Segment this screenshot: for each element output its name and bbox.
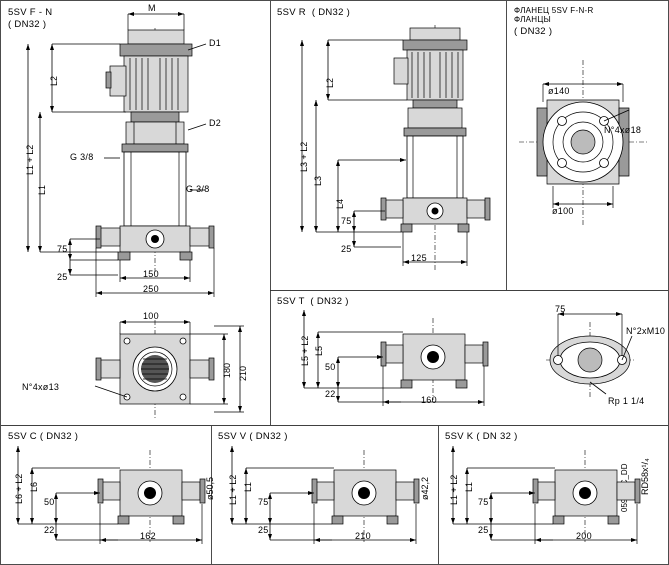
dim-t-22: 22 xyxy=(325,389,336,399)
dim-k-L1L2: L1 + L2 xyxy=(449,474,459,505)
panel-title-fn-line2: ( DN32 ) xyxy=(8,19,47,30)
dim-t-50: 50 xyxy=(325,362,336,372)
label-flange-holes: N°4xø18 xyxy=(604,125,642,135)
dim-fn-180: 180 xyxy=(222,362,232,378)
label-fn-g38-upper: G 3/8 xyxy=(70,152,94,162)
dim-c-22: 22 xyxy=(44,525,55,535)
dim-r-L4: L4 xyxy=(335,198,345,209)
dim-r-L2: L2 xyxy=(325,77,335,88)
panel-title-fn-line1: 5SV F - N xyxy=(8,7,53,18)
dim-k-L1: L1 xyxy=(464,481,474,492)
dim-v-L1: L1 xyxy=(243,481,253,492)
dim-c-162: 162 xyxy=(140,531,156,541)
drawing-k xyxy=(439,426,669,565)
dim-fn-25: 25 xyxy=(57,272,68,282)
dim-fn-L1: L1 xyxy=(37,184,47,195)
dim-fn-L2: L2 xyxy=(49,75,59,86)
panel-title-flange-line1: ФЛАНЕЦ 5SV F-N-R xyxy=(514,6,594,15)
label-t-threads: N°2xM10 xyxy=(626,326,666,336)
dim-fn-D1: D1 xyxy=(209,38,222,48)
dim-v-dia: ø42,2 xyxy=(420,476,430,500)
dim-fn-100: 100 xyxy=(143,311,159,321)
panel-title-c: 5SV C ( DN32 ) xyxy=(8,431,79,442)
dim-c-L6L2: L6 + L2 xyxy=(14,473,24,504)
label-fn-g38-lower: G 3/8 xyxy=(186,184,210,194)
dim-t-L5: L5 xyxy=(314,345,324,356)
dim-r-75: 75 xyxy=(341,216,352,226)
label-t-rp: Rp 1 1/4 xyxy=(608,396,645,406)
dim-k-25: 25 xyxy=(478,525,489,535)
dim-k-75: 75 xyxy=(478,497,489,507)
panel-title-flange-line3: ( DN32 ) xyxy=(514,26,553,37)
dim-fn-D2: D2 xyxy=(209,118,222,128)
panel-title-flange-line2: ФЛАНЦЫ xyxy=(514,15,551,24)
dim-r-L3: L3 xyxy=(313,175,323,186)
panel-title-t: 5SV T ( DN32 ) xyxy=(277,296,349,307)
dim-fn-150: 150 xyxy=(143,269,159,279)
drawing-t-flange xyxy=(528,290,668,425)
dim-flange-100: ø100 xyxy=(552,206,574,216)
dim-fn-75: 75 xyxy=(57,244,68,254)
dim-v-25: 25 xyxy=(258,525,269,535)
dim-v-210: 210 xyxy=(355,531,371,541)
dim-t-L5L2: L5 + L2 xyxy=(300,335,310,366)
dim-fn-L1L2: L1 + L2 xyxy=(25,144,35,175)
dim-fn-250: 250 xyxy=(143,284,159,294)
drawing-v xyxy=(212,426,439,565)
drawing-c xyxy=(0,426,211,565)
dim-c-L6: L6 xyxy=(29,481,39,492)
dim-k-200: 200 xyxy=(576,531,592,541)
dim-t-160: 160 xyxy=(421,395,437,405)
dim-fn-M: M xyxy=(148,3,156,13)
dim-v-75: 75 xyxy=(258,497,269,507)
panel-title-v: 5SV V ( DN32 ) xyxy=(218,431,288,442)
dim-k-thread: RD58x¹/₄ xyxy=(640,458,650,495)
dim-c-dia: ø50,5 xyxy=(205,476,215,500)
dim-r-125: 125 xyxy=(411,253,427,263)
label-fn-holes: N°4xø13 xyxy=(22,382,60,392)
dim-t-75: 75 xyxy=(555,304,566,314)
dim-v-L1L2: L1 + L2 xyxy=(228,474,238,505)
dim-r-25: 25 xyxy=(341,244,352,254)
panel-title-r: 5SV R ( DN32 ) xyxy=(277,7,351,18)
drawing-flange xyxy=(507,0,669,290)
dim-flange-140: ø140 xyxy=(548,86,570,96)
dim-fn-210: 210 xyxy=(238,365,248,381)
drawing-fn xyxy=(0,0,270,425)
dim-r-L3L2: L3 + L2 xyxy=(299,141,309,172)
panel-title-k: 5SV K ( DN 32 ) xyxy=(445,431,518,442)
dim-c-50: 50 xyxy=(44,497,55,507)
